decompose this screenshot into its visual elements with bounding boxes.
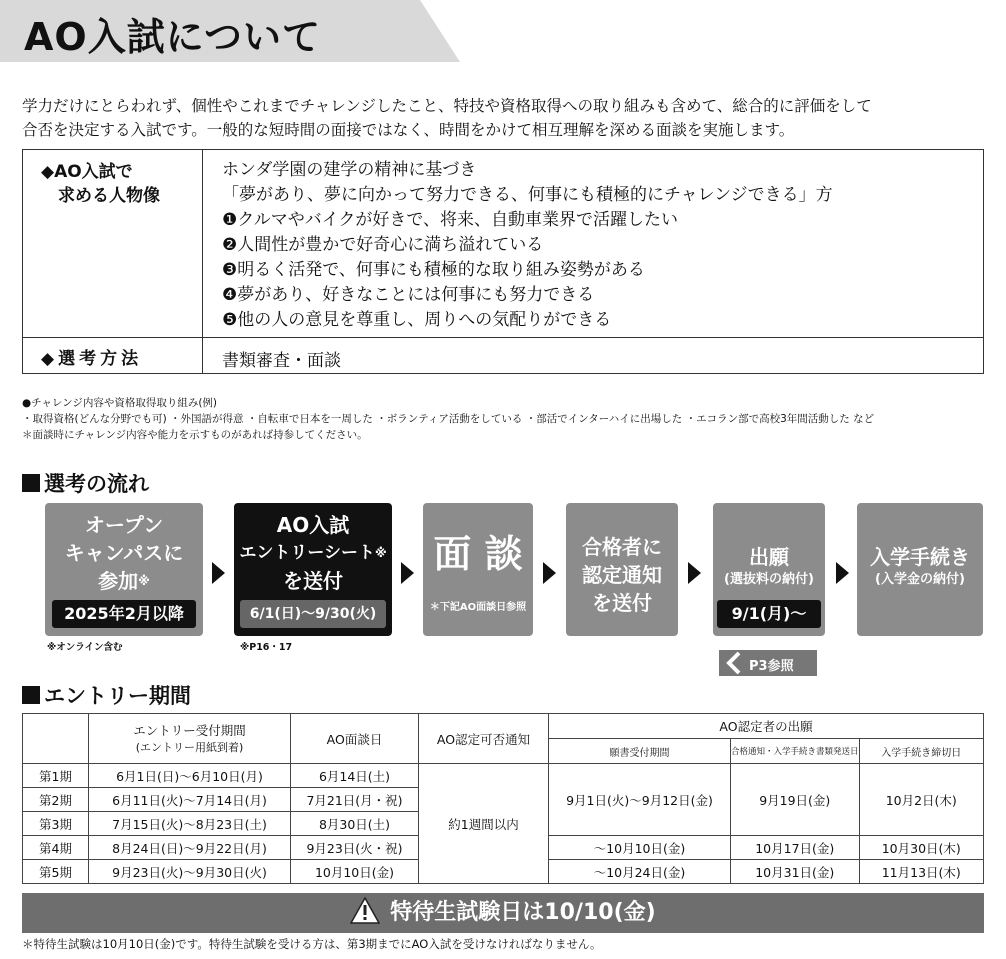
triangle-right-icon	[836, 562, 849, 584]
step-line: 出願	[749, 545, 789, 569]
persona-header-line2: 求める人物像	[58, 186, 160, 206]
step-line: エントリーシート	[239, 543, 375, 563]
requirements-table	[22, 149, 984, 374]
persona-line: ❹夢があり、好きなことには何事にも努力できる	[222, 285, 595, 305]
intro-line-2: 合否を決定する入試です。一般的な短時間の面接ではなく、時間をかけて相互理解を深める面談を実施します。	[22, 121, 795, 139]
apply-group-header: AO認定者の出願	[549, 714, 984, 739]
period-cell: 7月15日(火)～8月23日(土)	[89, 812, 291, 836]
entry-period-table	[22, 713, 984, 884]
step-mark: ※	[138, 574, 150, 588]
step-mark: ※	[375, 546, 387, 560]
period-cell: 8月24日(日)～9月22日(月)	[89, 836, 291, 860]
interview-header: AO面談日	[291, 714, 419, 764]
special-exam-banner	[22, 893, 984, 933]
intro-line-1: 学力だけにとらわれず、個性やこれまでチャレンジしたこと、特技や資格取得への取り組みも含めて、総合的に評価をして	[22, 97, 872, 115]
step-sub: ＊下記AO面談日参照	[429, 602, 527, 613]
square-bullet-icon	[22, 686, 40, 704]
special-footnote: ＊特待生試験は10月10日(金)です。特待生試験を受ける方は、第3期までにAO入試を受けなければなりません。	[22, 937, 602, 951]
flow-section-label: 選考の流れ	[44, 472, 149, 496]
apply-cell: 9月1日(火)～9月12日(金)	[549, 764, 731, 836]
method-header: ◆選考方法	[23, 338, 203, 374]
notice-header: AO認定可否通知	[419, 714, 549, 764]
term-cell: 第3期	[23, 812, 89, 836]
notice-cell: 約1週間以内	[419, 764, 549, 884]
step-line: 認定通知	[582, 563, 662, 587]
persona-line: 「夢があり、夢に向かって努力できる、何事にも積極的にチャレンジできる」方	[222, 185, 833, 205]
entry-section-title	[22, 680, 191, 710]
page-ref-label: P3参照	[749, 659, 794, 674]
term-cell: 第5期	[23, 860, 89, 884]
triangle-right-icon	[543, 562, 556, 584]
result-header: 合格通知・入学手続き書類発送日	[731, 739, 860, 764]
persona-header	[23, 150, 203, 338]
persona-line: ❷人間性が豊かで好奇心に満ち溢れている	[222, 235, 544, 255]
persona-line: ❺他の人の意見を尊重し、周りへの気配りができる	[222, 310, 612, 330]
step-line: 面 談	[433, 532, 523, 576]
step1-date-pill: 2025年2月以降	[52, 600, 196, 628]
interview-cell: 10月10日(金)	[291, 860, 419, 884]
persona-line: ❶クルマやバイクが好きで、将来、自動車業界で活躍したい	[222, 210, 679, 230]
title-band	[0, 0, 1006, 62]
step-line: 入学手続き	[870, 545, 970, 569]
persona-line: ホンダ学園の建学の精神に基づき	[222, 160, 477, 180]
interview-cell: 7月21日(月・祝)	[291, 788, 419, 812]
step2-date-pill: 6/1(日)～9/30(火)	[240, 600, 386, 628]
period-cell: 9月23日(火)～9月30日(火)	[89, 860, 291, 884]
term-cell: 第2期	[23, 788, 89, 812]
flow-step-notification	[566, 503, 678, 636]
period-header-label: エントリー受付期間	[133, 722, 246, 738]
triangle-right-icon	[688, 562, 701, 584]
persona-header-line1: ◆AO入試で	[41, 162, 133, 182]
triangle-right-icon	[401, 562, 414, 584]
term-cell: 第1期	[23, 764, 89, 788]
deadline-cell: 10月2日(木)	[859, 764, 983, 836]
note-line: ・取得資格(どんな分野でも可) ・外国語が得意 ・自転車で日本を一周した ・ボランティア活動をしている ・部活でインターハイに出場した ・エコラン部で高校3年間活動した など	[22, 413, 875, 425]
interview-cell: 8月30日(土)	[291, 812, 419, 836]
apply-cell: ～10月10日(金)	[549, 836, 731, 860]
special-exam-text: 特待生試験日は10/10(金)	[390, 900, 656, 925]
deadline-cell: 11月13日(木)	[859, 860, 983, 884]
period-cell: 6月1日(日)～6月10日(月)	[89, 764, 291, 788]
step-sub: (選抜料の納付)	[724, 572, 814, 587]
step1-note: ※オンライン含む	[47, 642, 123, 653]
step5-date-pill: 9/1(月)～	[717, 600, 821, 628]
deadline-cell: 10月30日(木)	[859, 836, 983, 860]
notes	[22, 395, 874, 443]
note-line: ●チャレンジ内容や資格取得取り組み(例)	[22, 397, 218, 409]
apply-period-header: 願書受付期間	[549, 739, 731, 764]
period-header	[89, 714, 291, 764]
step-line: オープン	[84, 513, 164, 537]
flow-step-interview	[423, 503, 533, 636]
method-value: 書類審査・面談	[203, 338, 984, 374]
step-line: 参加	[98, 569, 139, 593]
flow-section-title	[22, 468, 149, 498]
warning-icon	[350, 897, 380, 938]
deadline-header: 入学手続き締切日	[859, 739, 983, 764]
blank-header-cell	[23, 714, 89, 764]
result-cell: 10月17日(金)	[731, 836, 860, 860]
step-line: キャンパスに	[64, 541, 184, 565]
step-line: を送付	[283, 569, 343, 593]
entry-section-label: エントリー期間	[44, 684, 191, 708]
triangle-right-icon	[212, 562, 225, 584]
table-row	[23, 764, 984, 788]
interview-cell: 6月14日(土)	[291, 764, 419, 788]
step-line: を送付	[592, 591, 652, 615]
page-title: AO入試について	[24, 15, 321, 59]
step-line: 合格者に	[582, 535, 662, 559]
interview-cell: 9月23日(火・祝)	[291, 836, 419, 860]
note-line: ＊面談時にチャレンジ内容や能力を示すものがあれば持参してください。	[22, 429, 368, 441]
persona-body	[203, 150, 984, 338]
period-cell: 6月11日(火)～7月14日(月)	[89, 788, 291, 812]
period-header-sub: (エントリー用紙到着)	[135, 740, 244, 754]
flow-step-enrollment	[857, 503, 983, 636]
step-sub: (入学金の納付)	[875, 572, 965, 587]
step-line: AO入試	[276, 513, 350, 537]
chevron-left-icon	[719, 650, 749, 676]
intro-text	[22, 94, 992, 142]
result-cell: 9月19日(金)	[731, 764, 860, 836]
apply-cell: ～10月24日(金)	[549, 860, 731, 884]
square-bullet-icon	[22, 474, 40, 492]
page-ref-tag	[719, 650, 817, 676]
step2-note: ※P16・17	[240, 642, 293, 653]
result-cell: 10月31日(金)	[731, 860, 860, 884]
persona-line: ❸明るく活発で、何事にも積極的な取り組み姿勢がある	[222, 260, 645, 280]
term-cell: 第4期	[23, 836, 89, 860]
